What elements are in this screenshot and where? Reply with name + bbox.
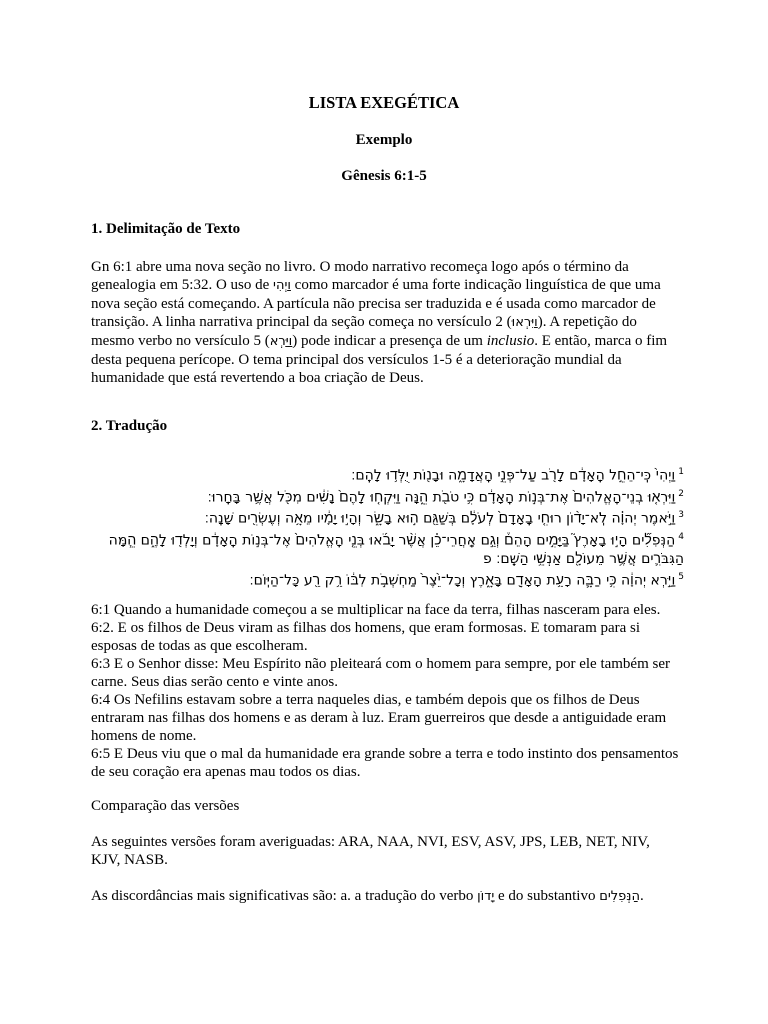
verse-number: 5 — [678, 571, 684, 582]
hebrew-verse — [91, 506, 684, 528]
para-text: . — [639, 888, 644, 904]
versions-paragraph: As seguintes versões foram averiguadas: ARA, NAA, NVI, ESV, ASV, JPS, LEB, NET, NIV, KJV, NASB. — [91, 834, 650, 868]
hebrew-verse — [91, 463, 684, 485]
hebrew-verse — [91, 485, 684, 507]
hebrew-verse — [91, 568, 684, 590]
document-subtitle: Exemplo — [355, 132, 413, 148]
verse-number: 1 — [678, 467, 684, 477]
para-text: e do substantivo — [494, 888, 600, 904]
hebrew-word: יָדוֹן — [477, 889, 495, 904]
para-text: . E então, marca o fim desta pequena perícope. O tema principal dos versículos 1-5 é a deterioração mundial da humanidade que está revertendo a boa criação de Deus. — [91, 333, 668, 386]
hebrew-word: הַנְּפִלִים — [599, 889, 640, 904]
document-title: LISTA EXEGÉTICA — [308, 93, 460, 112]
hebrew-word: וַיִּרְאוּ — [511, 315, 538, 330]
verse-text: וַיְהִי֙ כִּֽי־הֵחֵ֣ל הָֽאָדָ֔ם לָרֹ֖ב עַל־פְּנֵ֣י הָֽאֲדָמָ֑ה וּבָנ֖וֹת יֻלְּד֥וּ לָהֶֽם׃ — [351, 467, 676, 484]
para-text: ) pode indicar a presença de um — [292, 333, 487, 349]
verse-number: 2 — [678, 488, 684, 499]
scripture-reference: Gênesis 6:1-5 — [341, 168, 427, 184]
delimitation-paragraph — [91, 258, 681, 387]
verse-number: 3 — [678, 510, 684, 521]
comparison-heading: Comparação das versões — [91, 798, 240, 814]
section-2-heading: 2. Tradução — [91, 418, 168, 434]
translation-verse: 6:5 E Deus viu que o mal da humanidade era grande sobre a terra e todo instinto dos pensamentos de seu coração era apenas mau todos os dias. — [91, 746, 679, 780]
para-text: como marcador é uma forte indicação linguística de que uma nova seção está começando. A partícula não precisa ser traduzida e é usada como marcador de transição. A linha narrativa principal da seção começa no versículo 2 ( — [91, 277, 661, 330]
para-text: Gn 6:1 abre uma nova seção no livro. O modo narrativo recomeça logo após o término da genealogia em 5:32. O uso de — [91, 259, 629, 293]
hebrew-verse — [91, 528, 684, 568]
translation-verse: 6:3 E o Senhor disse: Meu Espírito não pleiteará com o homem para sempre, por ele também ser carne. Seus dias serão cento e vinte anos. — [91, 656, 671, 690]
italic-term: inclusio — [486, 333, 535, 349]
verse-number: 4 — [678, 531, 684, 542]
hebrew-word: וַיְהִי — [273, 278, 291, 293]
verse-text: וַיֹּ֣אמֶר יְהוָ֗ה לֹֽא־יָד֨וֹן רוּחִ֤י בָֽאָדָם֙ לְעֹלָ֔ם בְּשַׁגַּ֖ם ה֣וּא בָשָׂ֑ר וְהָי֣וּ יָמָ֔יו מֵאָ֥ה וְעֶשְׂרִ֖ים שָׁנָֽה׃ — [204, 510, 676, 527]
verse-text: וַיִּרְא֤וּ בְנֵי־הָֽאֱלֹהִים֙ אֶת־בְּנ֣וֹת הָֽאָדָ֔ם כִּ֥י טֹבֹ֖ת הֵ֑נָּה וַיִּקְח֤וּ לָהֶם֙ נָשִׁ֔ים מִכֹּ֖ל אֲשֶׁ֥ר בָּחָֽרוּ׃ — [207, 489, 676, 506]
translation-verse: 6:1 Quando a humanidade começou a se multiplicar na face da terra, filhas nasceram para eles. — [91, 602, 661, 618]
discordance-paragraph — [91, 887, 681, 906]
translation-verse: 6:4 Os Nefilins estavam sobre a terra naqueles dias, e também depois que os filhos de Deus entraram nas filhas dos homens e as deram à luz. Eram guerreiros que desde a antiguidade eram homens de nome. — [91, 692, 667, 744]
para-text: ). A repetição do mesmo verbo no versículo 5 ( — [91, 314, 637, 349]
verse-text: הַנְּפִלִ֞ים הָי֣וּ בָאָרֶץ֮ בַּיָּמִ֣ים הָהֵם֒ וְגַ֣ם אַֽחֲרֵי־כֵ֗ן אֲשֶׁ֨ר יָבֹ֜אוּ בְּנֵ֤י הָֽאֱלֹהִים֙ אֶל־בְּנ֣וֹת הָֽאָדָ֔ם וְיָלְד֖וּ לָהֶ֑ם הֵ֧מָּה הַגִּבֹּרִ֛ים אֲשֶׁ֥ר מֵעוֹלָ֖ם אַנְשֵׁ֥י הַשֵּֽׁם׃ פ — [108, 532, 684, 567]
section-1-heading: 1. Delimitação de Texto — [91, 221, 241, 237]
hebrew-text-block — [91, 463, 684, 589]
para-text: As discordâncias mais significativas são: a. a tradução do verbo — [91, 888, 478, 904]
translation-block — [91, 601, 681, 781]
verse-text: וַיַּ֣רְא יְהוָ֔ה כִּ֥י רַבָּ֛ה רָעַ֥ת הָאָדָ֖ם בָּאָ֑רֶץ וְכָל־יֵ֙צֶר֙ מַחְשְׁבֹ֣ת לִבּ֔וֹ רַ֥ק רַ֖ע כָּל־הַיּֽוֹם׃ — [249, 572, 676, 589]
hebrew-word: וַיַּרְא — [269, 334, 293, 349]
translation-verse: 6:2. E os filhos de Deus viram as filhas dos homens, que eram formosas. E tomaram para si esposas de todas as que escolheram. — [91, 620, 641, 654]
